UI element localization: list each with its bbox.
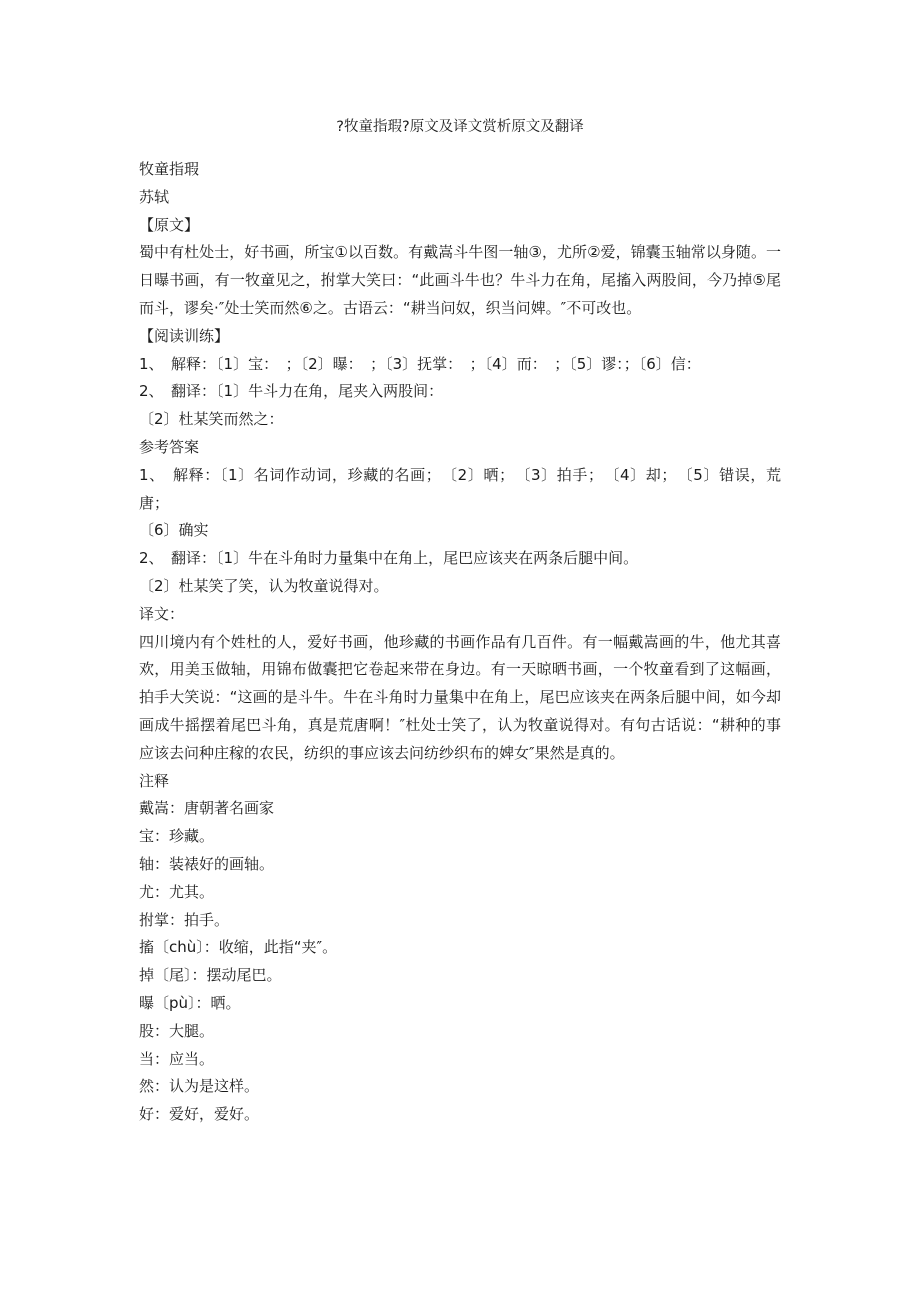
note-item: 好：爱好，爱好。: [139, 1105, 260, 1124]
section-heading-notes: 注释: [139, 771, 170, 790]
note-item: 掉〔尾〕：摆动尾巴。: [139, 966, 282, 985]
note-item: 拊掌：拍手。: [139, 910, 230, 929]
note-item: 曝〔pù〕：晒。: [139, 993, 241, 1012]
note-item: 轴：装裱好的画轴。: [139, 854, 275, 873]
answer-1-continued: 〔6〕确实: [139, 521, 209, 540]
note-item: 搐〔chù〕：收缩，此指“夹″。: [139, 938, 338, 957]
note-item: 当：应当。: [139, 1049, 215, 1068]
note-item: 尤：尤其。: [139, 882, 215, 901]
answer-1: 1、 解释：〔1〕名词作动词，珍藏的名画； 〔2〕晒； 〔3〕拍手； 〔4〕却； 〔5〕错误，荒唐；: [139, 465, 781, 512]
text-author: 苏轼: [139, 187, 170, 206]
section-heading-answers: 参考答案: [139, 437, 200, 456]
text-title: 牧童指瑕: [139, 160, 200, 178]
note-item: 宝：珍藏。: [139, 827, 215, 846]
note-item: 然：认为是这样。: [139, 1077, 260, 1096]
exercise-2-part-1: 2、 翻译：〔1〕牛斗力在角，尾夹入两股间：: [139, 382, 444, 401]
exercise-2-part-2: 〔2〕杜某笑而然之：: [139, 410, 284, 429]
section-heading-original: 【原文】: [139, 215, 200, 234]
section-heading-translation: 译文：: [139, 604, 185, 623]
answer-2-part-2: 〔2〕杜某笑了笑，认为牧童说得对。: [139, 576, 389, 595]
note-item: 戴嵩：唐朝著名画家: [139, 799, 275, 818]
answer-2-part-1: 2、 翻译：〔1〕牛在斗角时力量集中在角上，尾巴应该夹在两条后腿中间。: [139, 549, 639, 568]
note-item: 股：大腿。: [139, 1021, 215, 1040]
document-title: ?牧童指瑕?原文及译文赏析原文及翻译: [336, 119, 584, 135]
original-text-paragraph: 蜀中有杜处士，好书画，所宝①以百数。有戴嵩斗牛图一轴③，尤所②爱，锦囊玉轴常以身随。一日曝书画，有一牧童见之，拊掌大笑曰：“此画斗牛也？牛斗力在角，尾搐入两股间，今乃掉⑤尾而斗，谬矣·″处士笑而然⑥之。古语云：“耕当问奴，织当问婢。″不可改也。: [139, 243, 781, 317]
document-body: [139, 156, 781, 1129]
section-heading-exercises: 【阅读训练】: [139, 326, 230, 345]
exercise-1: 1、 解释：〔1〕宝： ；〔2〕曝： ；〔3〕抚掌： ；〔4〕而： ；〔5〕谬：；〔6〕信：: [139, 354, 701, 373]
translation-paragraph: 四川境内有个姓杜的人，爱好书画，他珍藏的书画作品有几百件。有一幅戴嵩画的牛，他尤其喜欢，用美玉做轴，用锦布做囊把它卷起来带在身边。有一天晾晒书画，一个牧童看到了这幅画，拍手大笑说：“这画的是斗牛。牛在斗角时力量集中在角上，尾巴应该夹在两条后腿中间，如今却画成牛摇摆着尾巴斗角，真是荒唐啊！″杜处士笑了，认为牧童说得对。有句古话说：“耕种的事应该去问种庄稼的农民，纺织的事应该去问纺纱织布的婢女″果然是真的。: [139, 632, 781, 762]
